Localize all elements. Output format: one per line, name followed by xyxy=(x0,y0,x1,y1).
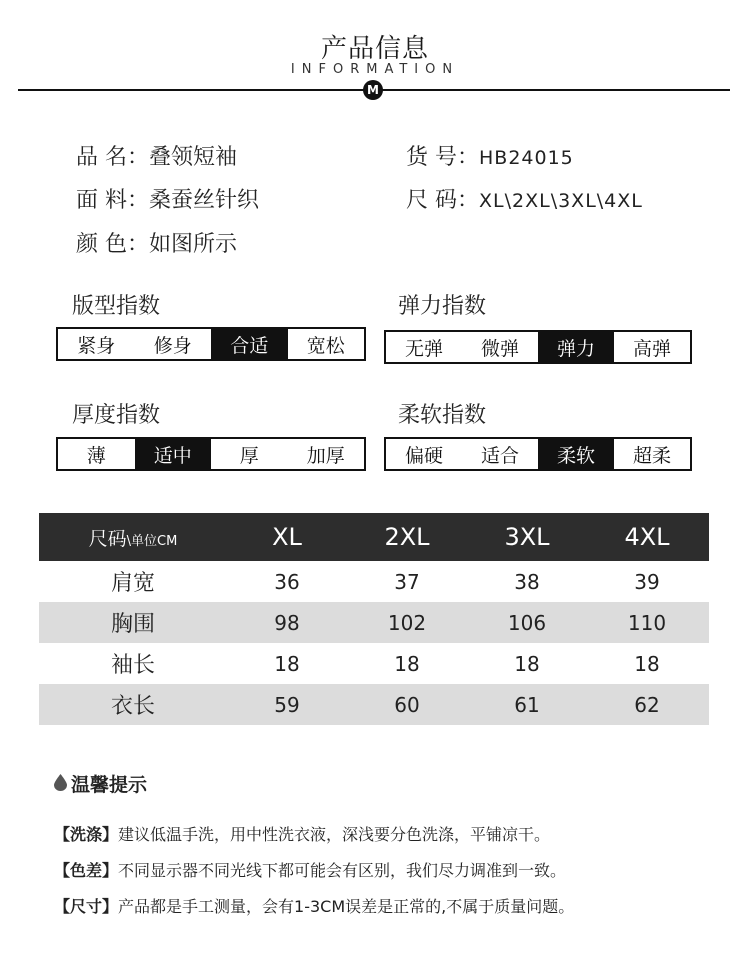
softness-index-option: 偏硬 xyxy=(404,444,443,467)
table-cell: 106 xyxy=(507,610,547,635)
brand-badge: M xyxy=(363,80,383,100)
water-drop-icon xyxy=(54,774,67,791)
elastic-index-title: 弹力指数 xyxy=(398,294,487,319)
tip-washing xyxy=(54,822,550,845)
info-name xyxy=(76,140,237,171)
tip-color-diff xyxy=(54,858,566,881)
elastic-index-option: 微弹 xyxy=(480,337,519,360)
table-cell: 62 xyxy=(634,692,660,717)
size-table-header xyxy=(39,513,709,561)
elastic-index-option: 高弹 xyxy=(632,337,671,360)
table-cell: 37 xyxy=(394,569,420,594)
size-col-4xl: 4XL xyxy=(624,523,670,551)
fit-index-option: 合适 xyxy=(211,329,288,359)
tip-size-tag: 【尺寸】 xyxy=(54,897,119,916)
info-color xyxy=(76,227,237,258)
thickness-index-option: 加厚 xyxy=(306,444,345,467)
fit-index-title: 版型指数 xyxy=(72,294,161,319)
fit-index-option: 宽松 xyxy=(306,334,345,357)
softness-index-scale xyxy=(384,437,692,471)
softness-index-option: 超柔 xyxy=(632,444,671,467)
info-size-label: 尺 码： xyxy=(406,188,479,213)
table-row xyxy=(39,602,709,643)
thickness-index-option: 适中 xyxy=(135,439,212,469)
table-row xyxy=(39,684,709,725)
table-cell: 61 xyxy=(514,692,540,717)
tip-color-diff-text: 不同显示器不同光线下都可能会有区别，我们尽力调准到一致。 xyxy=(118,861,567,880)
info-fabric-value: 桑蚕丝针织 xyxy=(149,188,260,213)
size-header-text: 尺码 xyxy=(88,527,127,550)
thickness-index-option: 薄 xyxy=(86,444,106,467)
info-color-value: 如图所示 xyxy=(149,232,238,257)
elastic-index-option: 弹力 xyxy=(538,332,614,362)
size-col-2xl: 2XL xyxy=(384,523,430,551)
size-table xyxy=(39,513,709,725)
softness-index-title: 柔软指数 xyxy=(398,403,487,428)
table-cell: 39 xyxy=(634,569,660,594)
row-label: 肩宽 xyxy=(110,571,155,596)
row-label: 胸围 xyxy=(110,612,155,637)
table-cell: 18 xyxy=(274,651,300,676)
info-name-label: 品 名： xyxy=(76,145,149,170)
fit-index-scale xyxy=(56,327,366,361)
table-cell: 98 xyxy=(274,610,300,635)
table-cell: 59 xyxy=(274,692,300,717)
table-cell: 38 xyxy=(514,569,540,594)
elastic-index-option: 无弹 xyxy=(404,337,443,360)
thickness-index-scale xyxy=(56,437,366,471)
table-cell: 18 xyxy=(514,651,540,676)
size-table-header-label xyxy=(39,524,227,551)
table-cell: 102 xyxy=(387,610,427,635)
tip-size xyxy=(54,894,574,917)
thickness-index-title: 厚度指数 xyxy=(72,403,161,428)
page-subtitle: INFORMATION xyxy=(290,62,460,77)
table-cell: 18 xyxy=(394,651,420,676)
table-cell: 18 xyxy=(634,651,660,676)
fit-index-option: 紧身 xyxy=(77,334,116,357)
softness-index-option: 柔软 xyxy=(538,439,614,469)
info-code-label: 货 号： xyxy=(406,145,479,170)
table-cell: 36 xyxy=(274,569,300,594)
tips-title: 温馨提示 xyxy=(71,774,148,796)
info-name-value: 叠领短袖 xyxy=(149,145,238,170)
info-fabric xyxy=(76,183,259,214)
info-color-label: 颜 色： xyxy=(76,232,149,257)
table-row xyxy=(39,561,709,602)
tip-size-text: 产品都是手工测量，会有1-3CM误差是正常的,不属于质量问题。 xyxy=(118,897,575,916)
info-code-value: HB24015 xyxy=(479,147,574,169)
row-label: 衣长 xyxy=(110,694,155,719)
thickness-index-option: 厚 xyxy=(239,444,259,467)
tip-washing-text: 建议低温手洗，用中性洗衣液，深浅要分色洗涤，平铺凉干。 xyxy=(118,825,551,844)
info-size xyxy=(406,183,643,214)
elastic-index-scale xyxy=(384,330,692,364)
tip-color-diff-tag: 【色差】 xyxy=(54,861,119,880)
info-code xyxy=(406,140,574,171)
table-cell: 60 xyxy=(394,692,420,717)
page-title: 产品信息 xyxy=(320,34,429,64)
size-col-3xl: 3XL xyxy=(504,523,550,551)
softness-index-option: 适合 xyxy=(480,444,519,467)
row-label: 袖长 xyxy=(110,653,155,678)
fit-index-option: 修身 xyxy=(153,334,192,357)
table-cell: 110 xyxy=(627,610,667,635)
info-size-value: XL\2XL\3XL\4XL xyxy=(479,190,643,212)
size-col-xl: XL xyxy=(272,523,302,551)
info-fabric-label: 面 料： xyxy=(76,188,149,213)
table-row xyxy=(39,643,709,684)
size-header-unit: \单位CM xyxy=(126,533,178,549)
tip-washing-tag: 【洗涤】 xyxy=(54,825,119,844)
